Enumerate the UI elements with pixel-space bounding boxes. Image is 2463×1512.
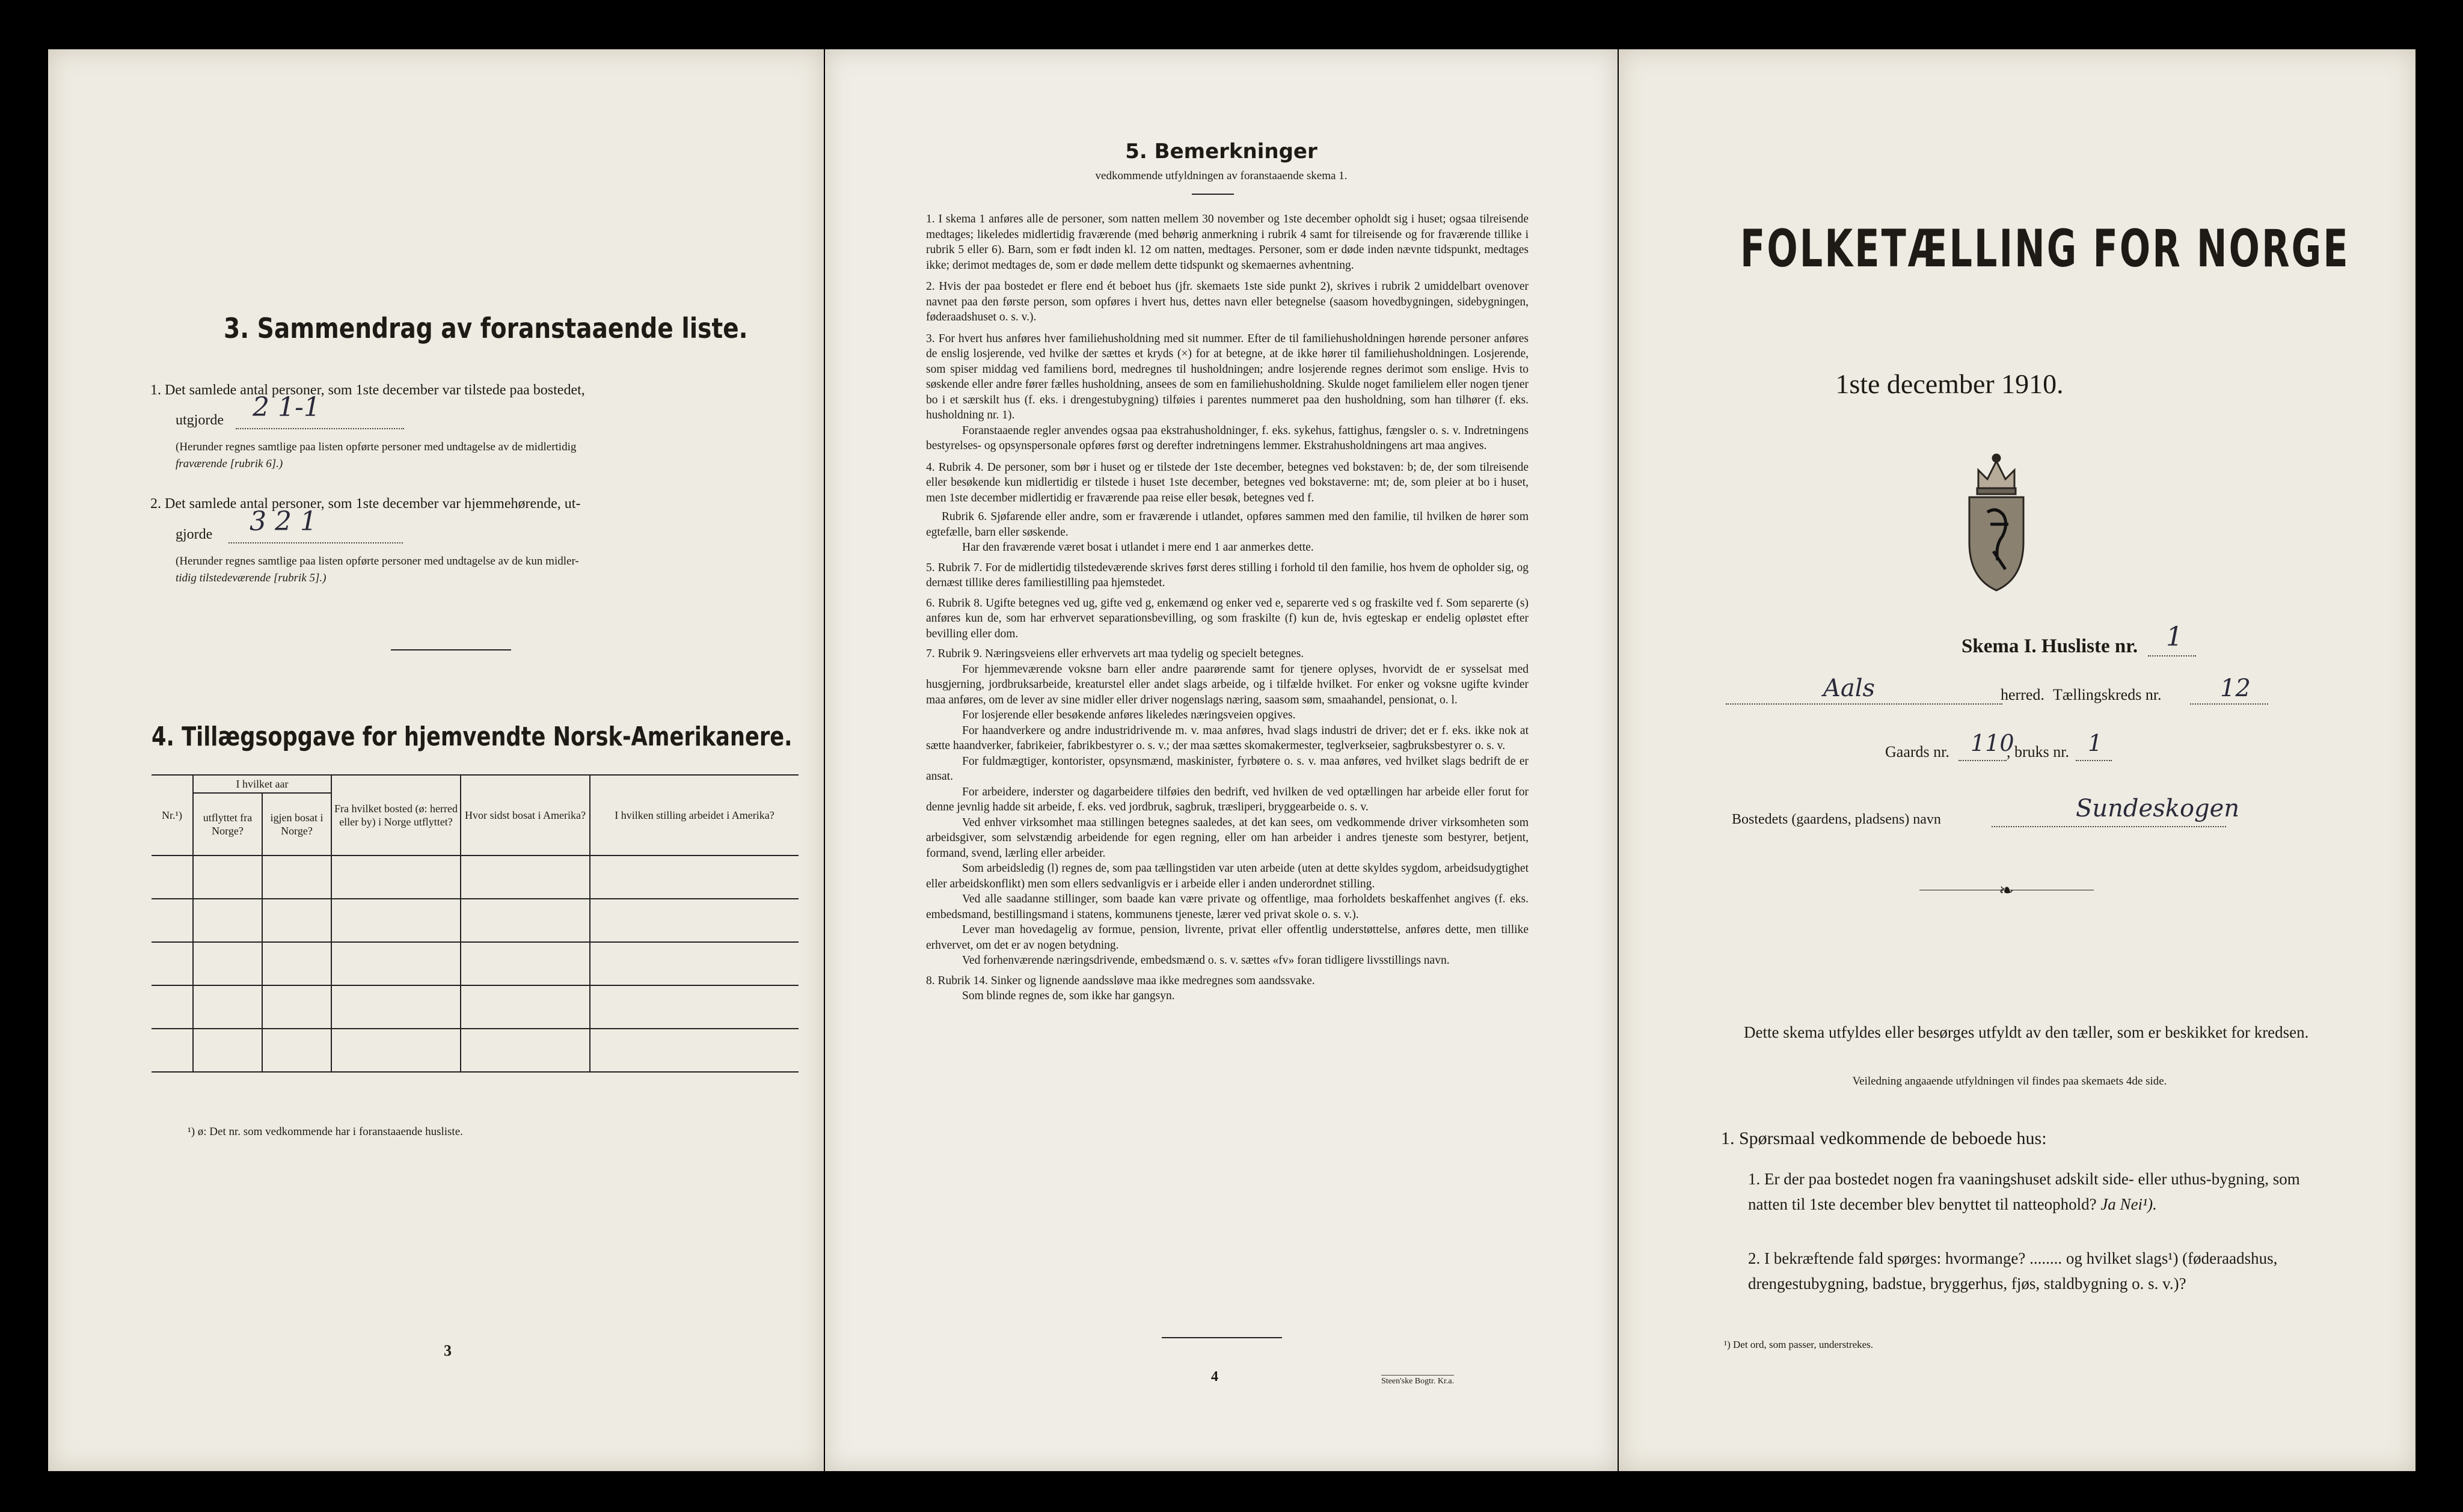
ornament-icon: ❧: [1999, 881, 2014, 901]
remark: For haandverkere og andre industridrivende m. v. maa anføres, hvad slags industri de driver; det er f. eks. ikke nok at sætte haandverker, fabrikeier, fabrikbestyrer o. s. v.; der maa sættes skomakermester, teglverkseier, sagbruksbestyrer o. s. v.: [926, 724, 1529, 752]
bosted-label: Bostedets (gaardens, pladsens) navn: [1732, 812, 1941, 827]
gaards-value: 110: [1971, 730, 2014, 756]
coat-of-arms-icon: [1960, 446, 2032, 596]
remark: 1. I skema 1 anføres alle de personer, som natten mellem 30 november og 1ste december opholdt sig i huset; ogsaa tilreisende medtages; likeledes midlertidig fraværende (med behørig anmerkning i rubrik 4 samt for tilreisende og for fraværende tillike i rubrik 5 eller 6). Barn, som er født inden kl. 12 om natten, medtages. Personer, som er døde inden nævnte tidspunkt, medtages ikke; derimot medtages de, som er døde mellem dette tidspunkt og skemaernes avhentning.: [926, 213, 1529, 272]
gaards-dotline: [1958, 760, 2007, 761]
tk-label: Tællingskreds nr.: [2053, 686, 2162, 703]
remark: For hjemmeværende voksne barn eller andre paarørende samt for tjenere oplyses, hvorvidt de er sysselsat med husgjerning, jordbruksarbeide, kreaturstel eller andet slags arbeide, og i tilfælde hvilket. For enker og voksne ugifte kvinder maa anføres, om de lever av sine midler eller driver nogenslags næring, saasom søm, smaahandel, pensionat, o. l.: [926, 663, 1529, 706]
table-row: [152, 899, 799, 942]
title-rule: [1192, 194, 1234, 195]
col-utflyttet: utflyttet fra Norge?: [193, 793, 262, 855]
gaards-label: Gaards nr.: [1885, 743, 1949, 761]
remark: 4. Rubrik 4. De personer, som bør i huset og er tilstede der 1ste december, betegnes ved bokstaven: b; de, der som tilreisende eller besøkende kun midlertidig er tilstede i huset 1ste december, betegnes ved bokstaverne: mt; de, som pleier at bo i huset, men 1ste december midlertidig er fraværende paa reise eller besøk, betegnes ved f.: [926, 461, 1529, 504]
table-row: [152, 985, 799, 1029]
col-stilling: I hvilken stilling arbeidet i Amerika?: [590, 775, 799, 855]
remark: 3. For hvert hus anføres hver familiehusholdning med sit nummer. Efter de til familiehusholdningen hørende personer anføres de enslig losjerende, ved hvilke der sættes et kryds (×) for at betegne, at de ikke hører til familiehusholdningen. Losjerende, som spiser middag ved familiens bord, medregnes til husholdningen; andre losjerende regnes derimot som enslige. Hvis to søskende eller andre fører fælles husholdning, ansees de som en familiehusholdning. Skulde noget familielem eller nogen tjener bo i et særskilt hus (f. eks. i drengestubygning) tilføies i parentes nummeret paa den husholdning, som han tilhører (f. eks. husholdning nr. 1).: [926, 332, 1529, 421]
question-1-answer: Ja Nei¹).: [2100, 1195, 2157, 1213]
page-middle: [825, 49, 1618, 1471]
question-2: 2. I bekræftende fald spørges: hvormange? ........ og hvilket slags¹) (føderaadshus, drengestubygning, badstue, bryggerhus, fjøs, staldbygning o. s. v.)?: [1748, 1249, 2278, 1293]
instruction-1: Dette skema utfyldes eller besørges utfyldt av den tæller, som er beskikket for kredsen.: [1744, 1023, 2309, 1041]
divider: [391, 649, 511, 650]
husliste-nr: 1: [2166, 622, 2183, 652]
bosted-value: Sundeskogen: [2076, 795, 2240, 822]
item2-value: 3 2 1: [250, 506, 317, 537]
page-left: [48, 49, 824, 1471]
item1-text: 1. Det samlede antal personer, som 1ste december var tilstede paa bostedet,: [150, 382, 585, 398]
printer-imprint: Steen'ske Bogtr. Kr.a.: [1381, 1375, 1454, 1386]
questions-title: 1. Spørsmaal vedkommende de beboede hus:: [1721, 1128, 2047, 1148]
question-1: [1748, 1166, 2307, 1217]
page-right: [1619, 49, 2415, 1471]
tk-value: 12: [2220, 675, 2251, 702]
herred-dotline: [1726, 703, 2002, 705]
husliste-dotline: [2148, 655, 2196, 657]
bruks-label: , bruks nr.: [2007, 743, 2069, 761]
item2-dotline: [229, 542, 403, 543]
instruction-2: Veiledning angaaende utfyldningen vil findes paa skemaets 4de side.: [1852, 1075, 2167, 1088]
page-number: 3: [444, 1342, 452, 1359]
remark: 7. Rubrik 9. Næringsveiens eller erhvervets art maa tydelig og specielt betegnes.: [926, 647, 1304, 660]
remark: Foranstaaende regler anvendes ogsaa paa ekstrahusholdninger, f. eks. sykehus, fattighus, fængsler o. s. v. Indretningens bestyrelses- og opsynspersonale opføres først og derefter indretningens lemmer. Ekstrahusholdningens art maa angives.: [926, 424, 1529, 452]
remark: Rubrik 6. Sjøfarende eller andre, som er fraværende i utlandet, opføres sammen med den familie, til hvilken de hører som egtefælle, barn eller søskende.: [926, 510, 1529, 539]
section4-title: 4. Tillægsopgave for hjemvendte Norsk-Amerikanere.: [152, 721, 793, 752]
table-row: [152, 942, 799, 985]
remarks-title: 5. Bemerkninger: [1125, 139, 1317, 164]
col-nr: Nr.¹): [152, 775, 193, 855]
item2-text: 2. Det samlede antal personer, som 1ste december var hjemmehørende, ut-: [150, 496, 581, 512]
col-igjen: igjen bosat i Norge?: [262, 793, 331, 855]
question-1-text: 1. Er der paa bostedet nogen fra vaaningshuset adskilt side- eller uthus-bygning, som natten til 1ste december blev benyttet til natteophold?: [1748, 1170, 2300, 1213]
remark: Som arbeidsledig (l) regnes de, som paa tællingstiden var uten arbeide (uten at dette skyldes sygdom, arbeidsudygtighet eller arbeidskonflikt) men som ellers sedvanligvis er i arbeide eller i anden underordnet stilling.: [926, 862, 1529, 890]
main-title: FOLKETÆLLING FOR NORGE: [1740, 219, 2350, 279]
col-fra-bosted: Fra hvilket bosted (ø: herred eller by) i Norge utflyttet?: [331, 775, 461, 855]
col-group: I hvilket aar: [193, 775, 331, 793]
table-row: [152, 855, 799, 899]
remark: Lever man hovedagelig av formue, pension, livrente, privat eller offentlig understøttelse, anføres dette, men tillike erhvervet, om det er av nogen betydning.: [926, 923, 1529, 952]
table-row: [152, 1029, 799, 1072]
remark: For arbeidere, inderster og dagarbeidere tilføies den bedrift, ved hvilken de ved optællingen har arbeide eller forut for denne jevnlig hadde sit arbeide, f. eks. ved jordbruk, sagbruk, træsliperi, bryggearbeide o. s. v.: [926, 785, 1529, 813]
remark: Har den fraværende været bosat i utlandet i mere end 1 aar anmerkes dette.: [962, 541, 1314, 554]
bruks-value: 1: [2088, 730, 2103, 756]
item1-note2: fraværende [rubrik 6].): [176, 458, 283, 470]
item1-value: 2 1-1: [253, 392, 321, 423]
item2-note2: tidig tilstedeværende [rubrik 5].): [176, 572, 327, 584]
item2-note1: (Herunder regnes samtlige paa listen opførte personer med undtagelse av de kun midler-: [176, 555, 579, 568]
bosted-dotline: [1992, 826, 2226, 827]
remark: 6. Rubrik 8. Ugifte betegnes ved ug, gifte ved g, enkemænd og enker ved e, separerte ved s og fraskilte ved f. Som separerte (s) anføres kun de, som har erhvervet separationsbevilling, og som fraskilte (f) kun de, hvis egteskap er endelig opløstet efter bevilling eller dom.: [926, 596, 1529, 640]
herred-value: Aals: [1823, 675, 1876, 702]
item1-note1: (Herunder regnes samtlige paa listen opførte personer med undtagelse av de midlertidig: [176, 441, 577, 453]
bruks-dotline: [2076, 760, 2112, 761]
remark: 2. Hvis der paa bostedet er flere end ét beboet hus (jfr. skemaets 1ste side punkt 2), skrives i rubrik 2 umiddelbart ovenover navnet paa den første person, som opføres i hvert hus, dettes navn eller betegnelse (saasom hovedbygningen, sidebygningen, føderaadshuset o. s. v.).: [926, 280, 1529, 323]
remark: 5. Rubrik 7. For de midlertidig tilstedeværende skrives først deres stilling i forhold til den familie, hos hvem de opholder sig, og dernæst tillike deres familiestilling paa hjemstedet.: [926, 561, 1529, 589]
census-date: 1ste december 1910.: [1835, 369, 2064, 399]
remark: Ved forhenværende næringsdrivende, embedsmænd o. s. v. sættes «fv» foran tidligere livsstillings navn.: [962, 954, 1450, 967]
bottom-rule: [1162, 1337, 1282, 1338]
table-footnote: ¹) ø: Det nr. som vedkommende har i foranstaaende husliste.: [188, 1125, 463, 1138]
skema-label: Skema I. Husliste nr.: [1962, 635, 2138, 657]
herred-label: herred.: [2001, 686, 2044, 703]
remark: Ved enhver virksomhet maa stillingen betegnes saaledes, at det kan sees, om vedkommende driver virksomheten som arbeidsgiver, som selvstændig arbeidende for egen regning, eller om han arbeider i andres tjeneste som bestyrer, betjent, formand, svend, lærling eller arbeider.: [926, 816, 1529, 860]
remarks-list: [926, 212, 1529, 1004]
remark: Som blinde regnes de, som ikke har gangsyn.: [962, 990, 1175, 1002]
remark: Ved alle saadanne stillinger, som baade kan være private og offentlige, maa forholdets beskaffenhet angives (f. eks. embedsmand, bestillingsmand i statens, kommunens tjeneste, lærer ved privat skole o. s. v.).: [926, 893, 1529, 921]
remark: For fuldmægtiger, kontorister, opsynsmænd, maskinister, fyrbøtere o. s. v. maa anføres, ved hvilket slags bedrift de er ansat.: [926, 754, 1529, 783]
norsk-amerikanere-table: [152, 774, 799, 1073]
remark: 8. Rubrik 14. Sinker og lignende aandssløve maa ikke medregnes som aandssvake.: [926, 974, 1315, 987]
remark: For losjerende eller besøkende anføres likeledes næringsveien opgives.: [962, 709, 1296, 721]
remarks-subtitle: vedkommende utfyldningen av foranstaaende skema 1.: [1095, 170, 1348, 182]
item1-utgjorde: utgjorde: [176, 412, 224, 428]
item2-gjorde: gjorde: [176, 527, 213, 542]
page-number: 4: [1211, 1369, 1218, 1385]
col-hvor-sidst: Hvor sidst bosat i Amerika?: [461, 775, 590, 855]
page3-footnote: ¹) Det ord, som passer, understrekes.: [1724, 1339, 1874, 1350]
section3-title: 3. Sammendrag av foranstaaende liste.: [224, 312, 748, 344]
tk-dotline: [2190, 703, 2268, 705]
item1-dotline: [236, 428, 404, 429]
